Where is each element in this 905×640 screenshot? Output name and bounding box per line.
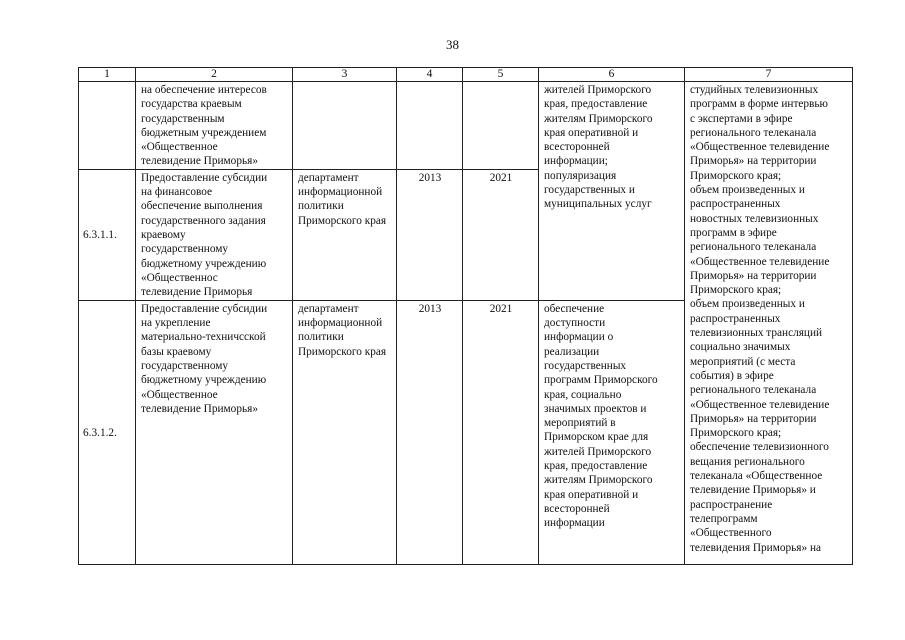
row-executor: департамент информационной политики Приморского края — [293, 169, 397, 300]
result-cell-top: жителей Приморского края, предоставление жителям Приморского края оперативной и всесторонней информации; популяризация государственных и муниципальных услуг — [539, 82, 685, 301]
continuation-end-cell — [463, 82, 539, 170]
column-header-6: 6 — [539, 68, 685, 82]
indicators-cell: студийных телевизионных программ в форме интервью с экспертами в эфире регионального телеканала «Общественное телевидение Приморья» на территории Приморского края; объем произведенных и распространенных новостных телевизионных программ в эфире регионального телеканала «Общественное телевидение Приморья» на территории Приморского края; объем произведенных и распространенных телевизионных трансляций социально значимых мероприятий (с места события) в эфире регионального телеканала «Общественное телевидение Приморья» на территории Приморского края; обеспечение телевизионного вещания регионального телеканала «Общественное телевидение Приморья» и распространение телепрограмм «Общественного телевидения Приморья» на — [685, 82, 853, 565]
row-start-year: 2013 — [397, 169, 463, 300]
continuation-start-cell — [397, 82, 463, 170]
page-number: 38 — [446, 37, 459, 52]
column-numbers-row — [79, 68, 853, 82]
row-description: Предоставление субсидии на укрепление материально-техничсской базы краевому государственному бюджетному учреждению «Общественное телевидение Приморья» — [136, 300, 293, 564]
continuation-description-cell: на обеспечение интересов государства краевым государственным бюджетным учреждением «Общественное телевидение Приморья» — [136, 82, 293, 170]
column-header-2: 2 — [136, 68, 293, 82]
column-header-4: 4 — [397, 68, 463, 82]
column-header-7: 7 — [685, 68, 853, 82]
row-executor: департамент информационной политики Приморского края — [293, 300, 397, 564]
row-description: Предоставление субсидии на финансовое обеспечение выполнения государственного задания краевому государственному бюджетному учреждению «Общественнос телевидение Приморья — [136, 169, 293, 300]
program-activities-table — [78, 67, 853, 565]
continuation-row — [79, 82, 853, 170]
row-end-year: 2021 — [463, 300, 539, 564]
row-number: 6.3.1.2. — [79, 300, 136, 564]
column-header-1: 1 — [79, 68, 136, 82]
row-start-year: 2013 — [397, 300, 463, 564]
row-number: 6.3.1.1. — [79, 169, 136, 300]
row-end-year: 2021 — [463, 169, 539, 300]
column-header-3: 3 — [293, 68, 397, 82]
continuation-executor-cell — [293, 82, 397, 170]
row-result: обеспечение доступности информации о реализации государственных программ Приморского края, социально значимых проектов и мероприятий в Приморском крае для жителей Приморского края, предоставление жителям Приморского края оперативной и всесторонней информации — [539, 300, 685, 564]
continuation-number-cell — [79, 82, 136, 170]
column-header-5: 5 — [463, 68, 539, 82]
